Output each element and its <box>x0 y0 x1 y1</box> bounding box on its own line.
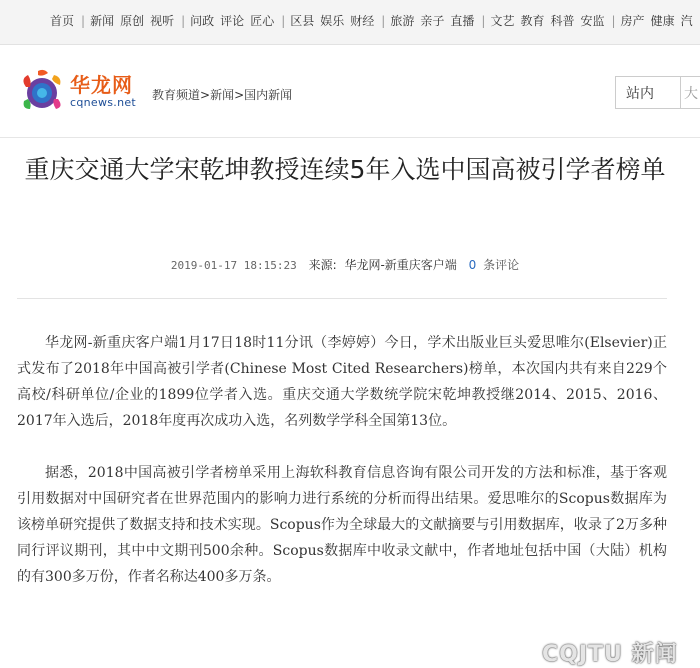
topnav-link[interactable]: 问政 <box>190 14 215 28</box>
site-logo[interactable] <box>18 67 148 117</box>
breadcrumb-item-domestic-news[interactable]: 国内新闻 <box>244 88 293 102</box>
top-bar <box>0 0 700 45</box>
topnav-link[interactable]: 财经 <box>350 14 375 28</box>
topnav-link[interactable]: 新闻 <box>90 14 115 28</box>
dragon-logo-icon <box>18 69 66 113</box>
topnav-link[interactable]: 科普 <box>550 14 575 28</box>
topnav-link[interactable]: 健康 <box>650 14 675 28</box>
topnav-separator: | <box>181 14 186 28</box>
topnav-link[interactable]: 安监 <box>580 14 605 28</box>
topnav-link[interactable]: 文艺 <box>490 14 515 28</box>
topnav-link[interactable]: 评论 <box>220 14 245 28</box>
article-paragraph: 华龙网-新重庆客户端1月17日18时11分讯（李婷婷）今日，学术出版业巨头爱思唯尔(Elsevier)正式发布了2018年中国高被引学者(Chinese Most Cited Researchers)榜单，本次国内共有来自229个高校/科研单位/企业的1899位学者入选。重庆交通大学数统学院宋乾坤教授继2014、2015、2016、2017年入选后，2018年度再次成功入选，名列数学学科全国第13位。 <box>17 335 667 429</box>
topnav-group <box>190 12 280 29</box>
comment-count[interactable]: 0 <box>468 258 477 272</box>
search-divider <box>680 77 681 108</box>
topnav-group <box>90 12 180 29</box>
topnav-link[interactable]: 教育 <box>520 14 545 28</box>
divider <box>17 298 667 299</box>
topnav-group <box>490 12 610 29</box>
topnav-separator: | <box>381 14 386 28</box>
logo-text: 华龙网 <box>70 73 133 97</box>
article-body <box>17 330 667 616</box>
publish-time: 2019-01-17 18:15:23 <box>170 259 297 272</box>
topnav-link[interactable]: 旅游 <box>390 14 415 28</box>
comment-label[interactable]: 条评论 <box>483 258 520 272</box>
article-title: 重庆交通大学宋乾坤教授连续5年入选中国高被引学者榜单 <box>24 155 666 184</box>
search-scope-select[interactable]: 站内 <box>626 86 654 102</box>
source-link[interactable]: 华龙网-新重庆客户端 <box>344 258 457 272</box>
topnav-group <box>290 12 380 29</box>
topnav-link[interactable]: 首页 <box>50 14 75 28</box>
topnav-separator: | <box>611 14 616 28</box>
topnav-group <box>390 12 480 29</box>
breadcrumb-item-news[interactable]: 新闻 <box>210 88 235 102</box>
topnav-link[interactable]: 娱乐 <box>320 14 345 28</box>
breadcrumb-separator: > <box>200 88 211 102</box>
topnav-link[interactable]: 匠心 <box>250 14 275 28</box>
topnav-link[interactable]: 汽 <box>680 14 693 28</box>
topnav-separator: | <box>281 14 286 28</box>
logo-domain: cqnews.net <box>70 96 137 109</box>
topnav-group <box>621 12 699 29</box>
article-meta <box>0 256 690 273</box>
topnav-separator: | <box>81 14 86 28</box>
topnav-group <box>50 12 80 29</box>
topnav-link[interactable]: 原创 <box>120 14 145 28</box>
breadcrumb-separator: > <box>234 88 245 102</box>
topnav-link[interactable]: 亲子 <box>420 14 445 28</box>
watermark: CQJTU 新闻 <box>542 642 678 667</box>
breadcrumb-item-education[interactable]: 教育频道 <box>152 88 201 102</box>
topnav-link[interactable]: 直播 <box>450 14 475 28</box>
source-label: 来源: <box>308 258 337 272</box>
article-paragraph: 据悉，2018中国高被引学者榜单采用上海软科教育信息咨询有限公司开发的方法和标准，基于客观引用数据对中国研究者在世界范围内的影响力进行系统的分析而得出结果。爱思唯尔的Scopus数据库为该榜单研究提供了数据支持和技术实现。Scopus作为全球最大的文献摘要与引用数据库，收录了2万多种同行评议期刊，其中中文期刊500余种。Scopus数据库中收录文献中，作者地址包括中国（大陆）机构的有300多万份，作者名称达400多万条。 <box>17 465 667 585</box>
topnav-link[interactable]: 房产 <box>620 14 645 28</box>
site-header <box>0 45 700 138</box>
top-navigation <box>50 12 699 29</box>
site-search <box>615 76 700 109</box>
topnav-link[interactable]: 区县 <box>290 14 315 28</box>
topnav-link[interactable]: 视听 <box>150 14 175 28</box>
search-input[interactable]: 大 <box>684 86 698 102</box>
breadcrumb <box>152 86 292 103</box>
topnav-separator: | <box>481 14 486 28</box>
